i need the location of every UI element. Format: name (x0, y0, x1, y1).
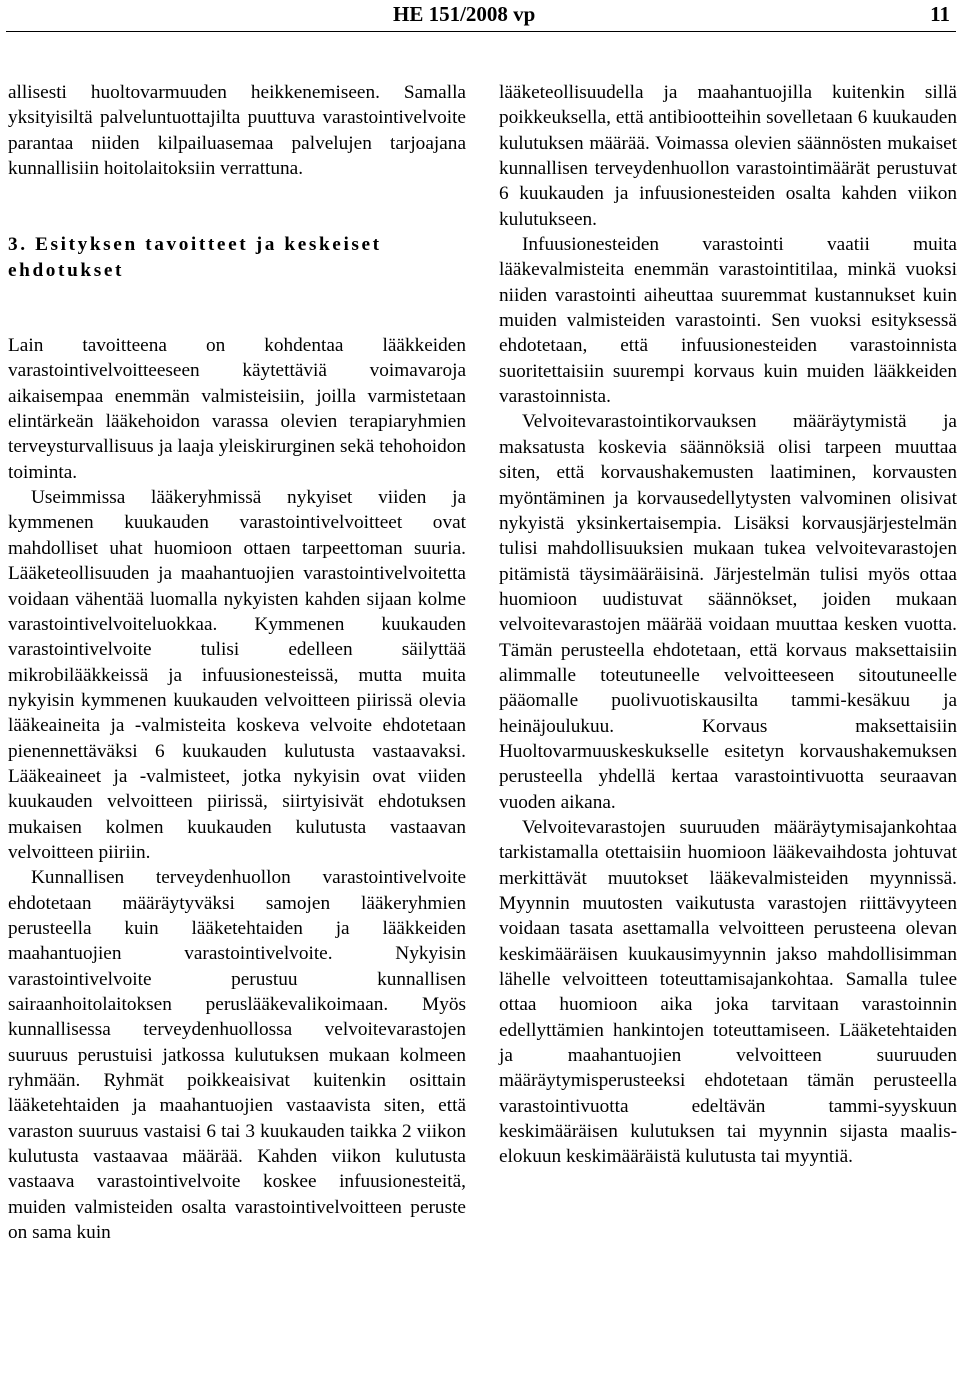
paragraph: allisesti huoltovarmuuden heikkenemiseen. Samalla yksityisiltä palveluntuottajilta puuttuva varastointivelvoite parantaa niiden kilpailuasemaa palvelujen tarjoajana kunnallisiin hoitolaitoksiin verrattuna. (8, 82, 466, 180)
paragraph: Velvoitevarastointikorvauksen määräytymistä ja maksatusta koskevia säännöksiä olisi tarpeen muuttaa siten, että korvaushakemusten laatiminen, korvausten myöntäminen ja korvausedellytysten valvominen olisivat nykyistä yksinkertaisempia. Lisäksi korvausjärjestelmän tulisi mahdollisuuksien mukaan tukea velvoitevarastojen pitämistä täysimääräisinä. Järjestelmän tulisi myös ottaa huomioon uudistuvat säännökset, joiden mukaan velvoitevarastojen määrää voidaan muuttaa kesken vuotta. Tämän perusteella ehdotetaan, että korvaus maksettaisiin alimmalle toteutuneelle velvoitteeseen sitoutuneelle pääomalle puolivuotiskausilta tammi-kesäkuu ja heinäjoulukuu. Korvaus maksettaisiin Huoltovarmuuskeskukselle esitetyn korvaushakemuksen perusteella yhdellä kertaa varastointivuotta seuraavan vuoden aikana. (499, 411, 957, 813)
paragraph: Kunnallisen terveydenhuollon varastointivelvoite ehdotetaan määräytyväksi samojen lääkeryhmien perusteella kuin lääketehtaiden ja lääkkeiden maahantuojien varastointivelvoite. Nykyisin varastointivelvoite perustuu kunnallisen sairaanhoitolaitoksen peruslääkevalikoimaan. Myös kunnallisessa terveydenhuollossa velvoitevarastojen suuruus perustuisi jatkossa kulutuksen mukaan kolmeen ryhmään. Ryhmät poikkeaisivat kuitenkin osittain lääketehtaiden ja maahantuojien vastaavista siten, että varaston suuruus vastaisi 6 tai 3 kuukauden taikka 2 viikon kulutusta vastaavaa määrää. Kahden viikon kulutusta vastaava varastointivelvoite koskee infuusionesteitä, muiden valmisteiden osalta varastointivelvoitteen peruste on sama kuin (8, 867, 466, 1244)
document-id: HE 151/2008 vp (393, 2, 536, 26)
page-header (6, 0, 956, 36)
right-column (499, 80, 957, 1170)
paragraph: Velvoitevarastojen suuruuden määräytymisajankohtaa tarkistamalla otettaisiin huomioon lääkevaihdosta johtuvat merkittävät muutokset lääkevalmisteiden myynnissä. Myynnin muutosten vaikutusta varastojen riittävyyteen voidaan tasata asettamalla velvoitteen perusteena olevan keskimääräisen kuukausimyynnin jakso mahdollisimman lähelle velvoitteen toteuttamisajankohtaa. Samalla tulee ottaa huomioon aika joka tarvitaan varastoinnin edellyttämien hankintojen toteuttamiseen. Lääketehtaiden ja maahantuojien velvoitteen suuruuden määräytymisperusteeksi ehdotetaan tämän perusteella varastointivuotta edeltävän tammi-syyskuun keskimääräisen kulutuksen tai myynnin sijasta maalis-elokuun keskimääräistä kulutusta tai myyntiä. (499, 816, 957, 1168)
paragraph: Lain tavoitteena on kohdentaa lääkkeiden varastointivelvoitteeseen käytettäviä voimavaroja aikaisempaa enemmän valmisteisiin, joilla varmistetaan elintärkeän lääkehoidon varassa olevien terapiaryhmien terveysturvallisuus ja laaja yleiskirurginen sekä tehohoidon toiminta. (8, 335, 466, 483)
paragraph: Infuusionesteiden varastointi vaatii muita lääkevalmisteita enemmän varastointitilaa, minkä vuoksi niiden varastointi aiheuttaa suuremmat kustannukset kuin muiden valmisteiden varastointi. Sen vuoksi esityksessä ehdotetaan, että infuusionesteiden varastoinnista suoritettaisiin suurempi korvaus kuin muiden lääkkeiden varastoinnista. (499, 234, 957, 408)
page-number: 11 (930, 2, 950, 26)
paragraph: lääketeollisuudella ja maahantuojilla kuitenkin sillä poikkeuksella, että antibiootteihin sovelletaan 6 kuukauden kulutuksen määrää. Voimassa olevien säännösten mukaiset kunnallisen terveydenhuollon varastointimäärät perustuvat 6 kuukauden ja infuusionesteiden osalta kahden viikon kulutukseen. (499, 82, 957, 230)
paragraph: Useimmissa lääkeryhmissä nykyiset viiden ja kymmenen kuukauden varastointivelvoitteet ovat mahdolliset uhat huomioon ottaen tarpeettoman suuria. Lääketeollisuuden ja maahantuojien varastointivelvoitetta voidaan vähentää luomalla nykyisten kahden sijaan kolme varastointivelvoiteluokkaa. Kymmenen kuukauden varastointivelvoite tulisi edelleen säilyttää mikrobilääkkeissä ja infuusionesteissä, mutta muita nykyisin kymmenen kuukauden velvoitteen piirissä olevia lääkeaineita ja -valmisteita koskeva velvoite ehdotetaan pienennettäväksi 6 kuukauden kulutusta vastaavaksi. Lääkeaineet ja -valmisteet, jotka nykyisin ovat viiden kuukauden velvoitteen piirissä, siirtyisivät ehdotuksen mukaisen kolmen kuukauden kulutusta vastaavan velvoitteen piiriin. (8, 487, 466, 863)
left-column (8, 80, 466, 1245)
header-rule (6, 31, 956, 32)
section-heading: 3. Esityksen tavoitteet ja keskeiset ehdotukset (8, 234, 382, 281)
